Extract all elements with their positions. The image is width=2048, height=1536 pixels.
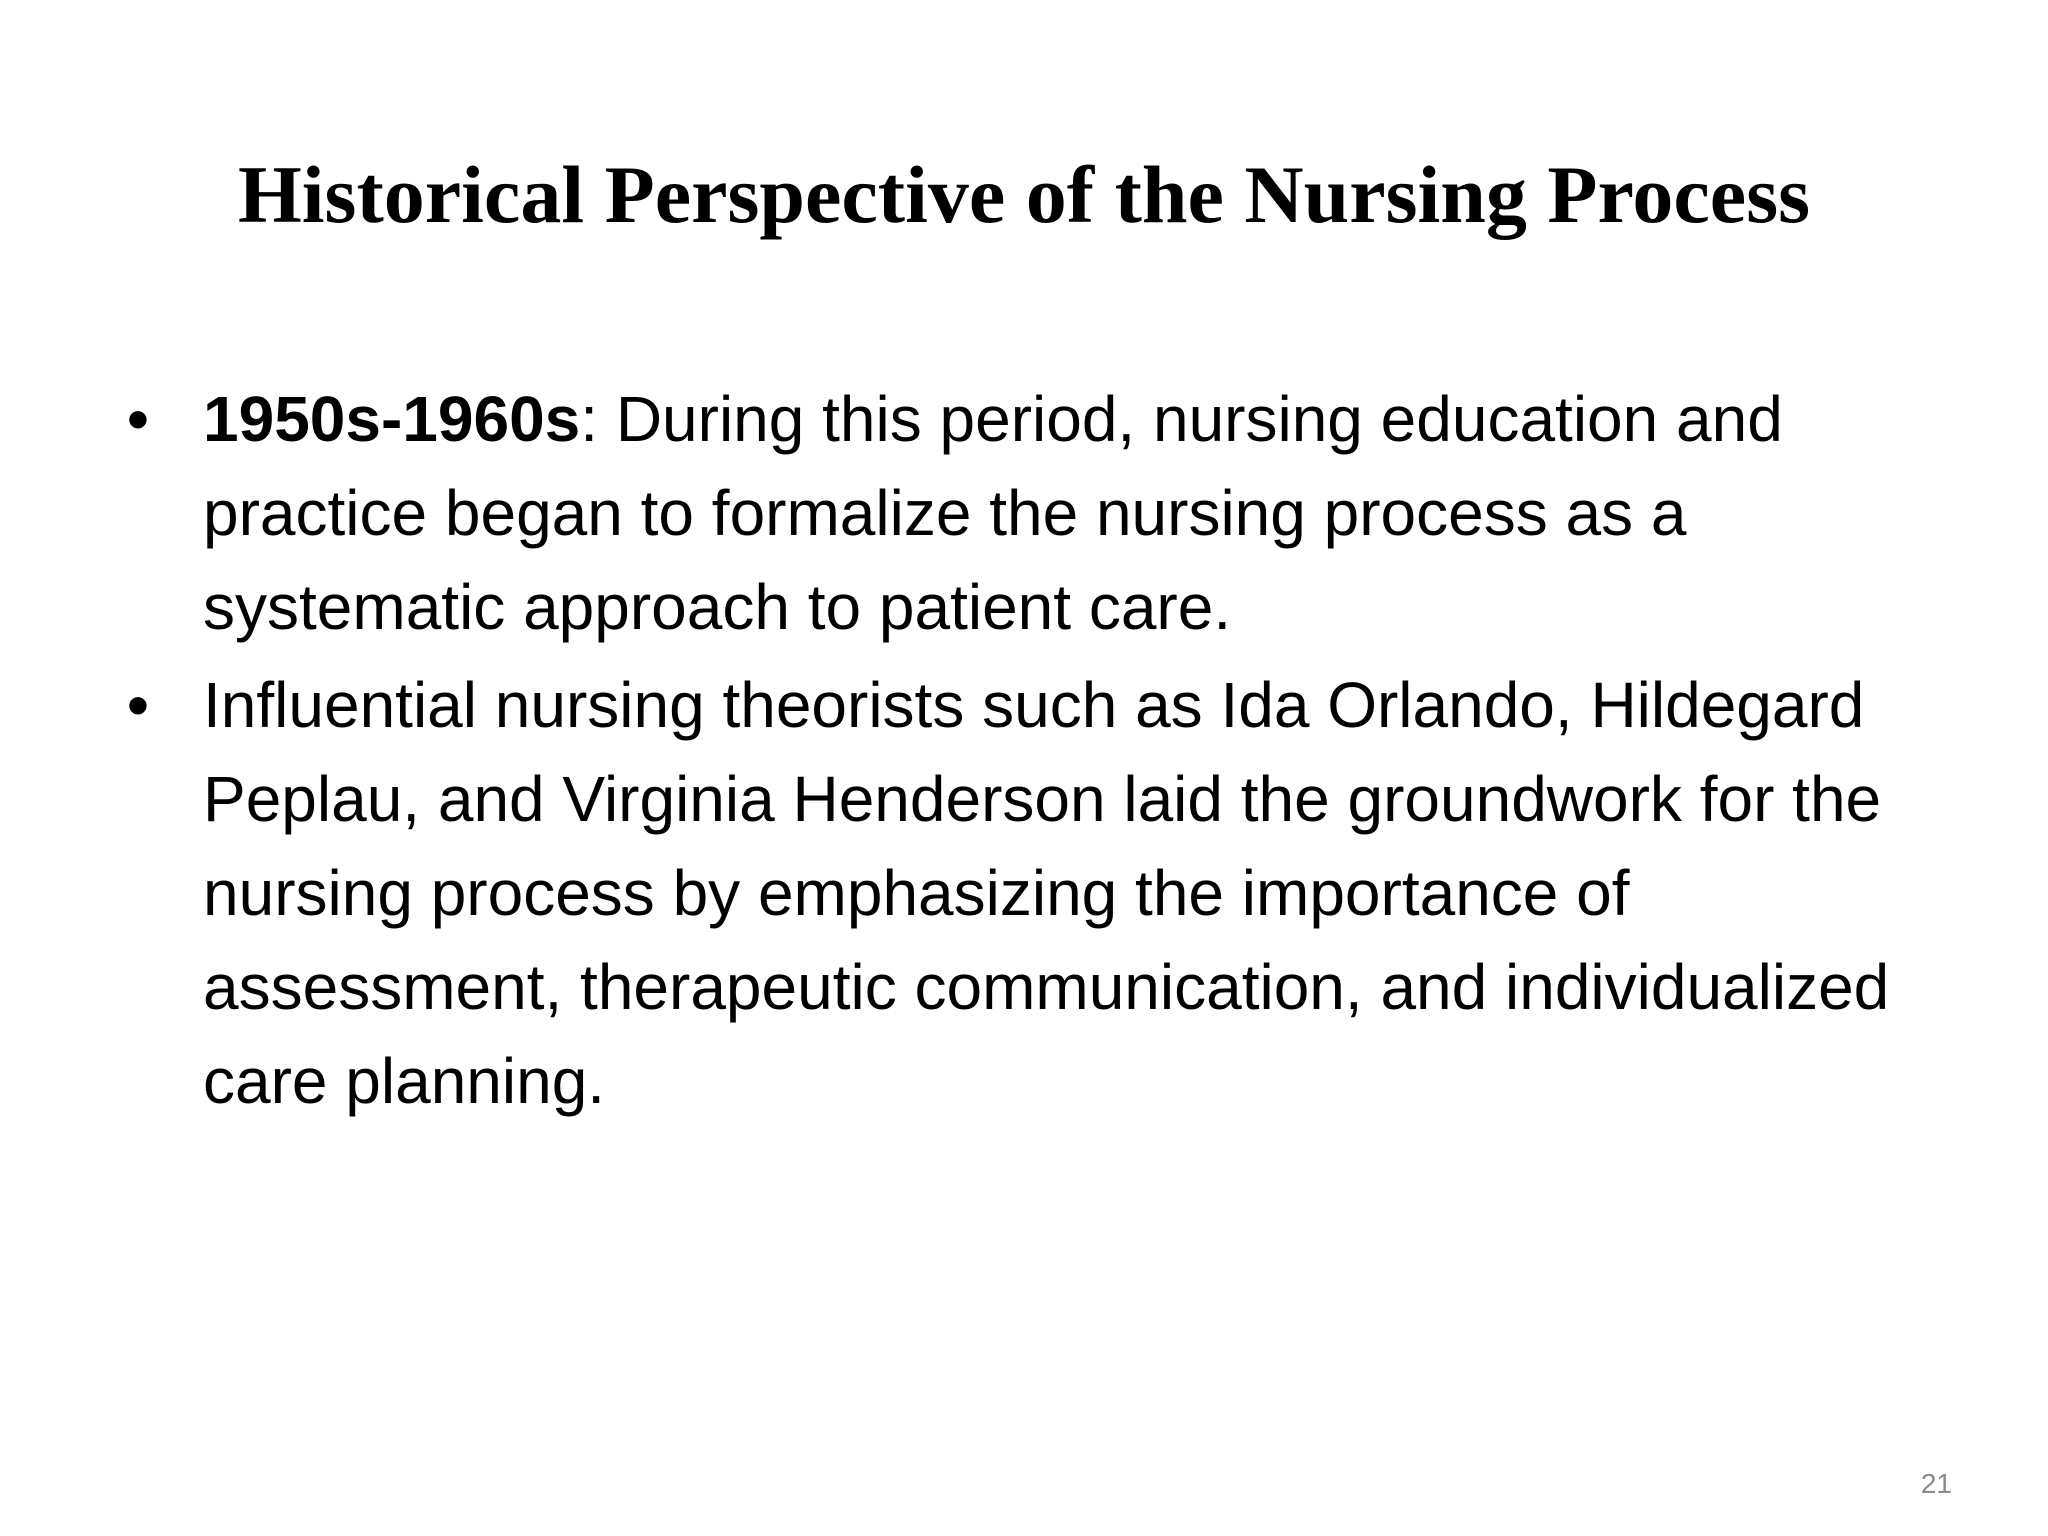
- page-number: 21: [1920, 1468, 1952, 1499]
- bullet-text: : During this period, nursing education and practice began to formalize the nursing process as a systematic approach to patient care.: [203, 383, 1783, 643]
- bullet-icon: •: [126, 383, 150, 455]
- slide-title: Historical Perspective of the Nursing Process: [237, 149, 1811, 240]
- bullet-item: [118, 372, 1978, 654]
- bullet-icon: •: [126, 669, 150, 741]
- bullet-list: [118, 372, 1978, 1132]
- bullet-lead-text: 1950s-1960s: [203, 383, 581, 455]
- bullet-text: Influential nursing theorists such as Ida Orlando, Hildegard Peplau, and Virginia Henderson laid the groundwork for the nursing process by emphasizing the importance of assessment, therapeutic communication, and individualized care planning.: [203, 669, 1890, 1117]
- bullet-item: [118, 658, 1978, 1128]
